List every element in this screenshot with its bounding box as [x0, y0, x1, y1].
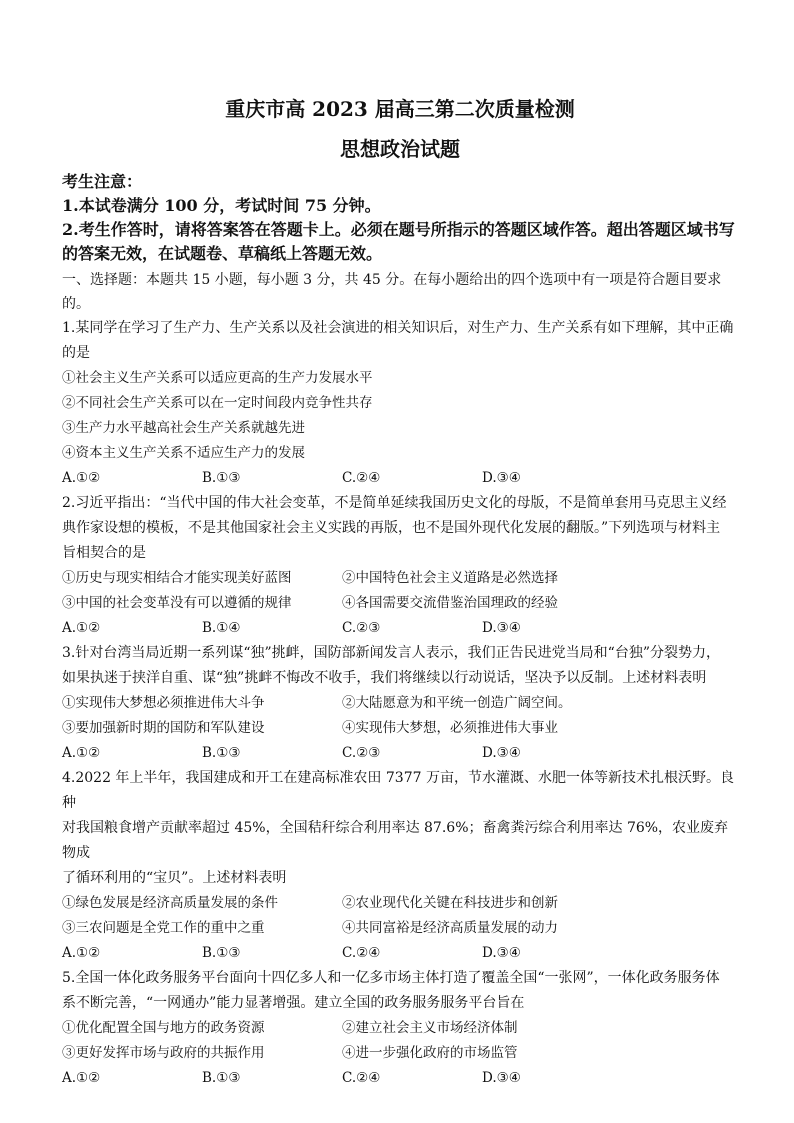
question-stem: 2.习近平指出：“当代中国的伟大社会变革，不是简单延续我国历史文化的母版，不是简单套用马克思主义经: [62, 495, 727, 511]
statement-grid: [62, 566, 738, 616]
statement: ②建立社会主义市场经济体制: [342, 1020, 518, 1036]
statement: ④共同富裕是经济高质量发展的动力: [342, 920, 558, 936]
option-b: B.①③: [202, 945, 241, 961]
option-d: D.③④: [482, 745, 521, 761]
notice-heading: 考生注意：: [62, 172, 143, 191]
option-b: B.①③: [202, 470, 241, 486]
option-b: B.①④: [202, 620, 241, 636]
statement: ③三农问题是全党工作的重中之重: [62, 920, 265, 936]
option-b: B.①③: [202, 1070, 241, 1086]
question-stem: 典作家设想的模板，不是其他国家社会主义实践的再版，也不是国外现代化发展的翻版。”下列选项与材料主: [62, 520, 721, 536]
statement: ④实现伟大梦想，必须推进伟大事业: [342, 720, 558, 736]
statement: ①实现伟大梦想必须推进伟大斗争: [62, 695, 265, 711]
statement: ①优化配置全国与地方的政务资源: [62, 1020, 265, 1036]
question-stem: 旨相契合的是: [62, 545, 146, 561]
option-c: C.②④: [342, 945, 381, 961]
notice-item: 2.考生作答时，请将答案答在答题卡上。必须在题号所指示的答题区域作答。超出答题区域书写: [62, 220, 735, 239]
statement: ②不同社会生产关系可以在一定时间段内竞争性共存: [62, 395, 373, 411]
option-d: D.③④: [482, 945, 521, 961]
option-d: D.③④: [482, 1070, 521, 1086]
statement: ②中国特色社会主义道路是必然选择: [342, 570, 558, 586]
question-stem: 4.2022 年上半年，我国建成和开工在建高标准农田 7377 万亩，节水灌溉、水肥一体等新技术扎根沃野。良种: [62, 770, 734, 811]
option-a: A.①②: [62, 745, 101, 761]
exam-title: 重庆市高 2023 届高三第二次质量检测: [225, 97, 575, 121]
statement: ①社会主义生产关系可以适应更高的生产力发展水平: [62, 370, 373, 386]
statement: ③要加强新时期的国防和军队建设: [62, 720, 265, 736]
exam-page: [62, 96, 738, 1091]
question-stem: 如果执迷于挟洋自重、谋“独”挑衅不悔改不收手，我们将继续以行动说话，坚决予以反制。上述材料表明: [62, 670, 707, 686]
statement: ③更好发挥市场与政府的共振作用: [62, 1045, 265, 1061]
statement-grid: [62, 891, 738, 941]
question-4: [62, 766, 738, 966]
statement: ④各国需要交流借鉴治国理政的经验: [342, 595, 558, 611]
option-c: C.②④: [342, 470, 381, 486]
option-d: D.③④: [482, 620, 521, 636]
question-stem: 的是: [62, 345, 90, 361]
option-c: C.②④: [342, 1070, 381, 1086]
exam-subtitle: 思想政治试题: [340, 137, 460, 161]
statement: ①历史与现实相结合才能实现美好蓝图: [62, 570, 292, 586]
question-stem: 5.全国一体化政务服务平台面向十四亿多人和一亿多市场主体打造了覆盖全国“一张网”，一体化政务服务体: [62, 970, 720, 986]
option-a: A.①②: [62, 1070, 101, 1086]
answer-options: [62, 941, 738, 966]
statement: ②农业现代化关键在科技进步和创新: [342, 895, 558, 911]
question-stem: 系不断完善，“一网通办”能力显著增强。建立全国的政务服务服务平台旨在: [62, 995, 525, 1011]
question-stem: 对我国粮食增产贡献率超过 45%，全国秸秆综合利用率达 87.6%；畜禽粪污综合利用率达 76%，农业废弃物成: [62, 820, 729, 861]
statement-grid: [62, 1016, 738, 1066]
statement: ③生产力水平越高社会生产关系就越先进: [62, 420, 305, 436]
question-3: [62, 641, 738, 766]
notice-item: 1.本试卷满分 100 分，考试时间 75 分钟。: [62, 196, 381, 215]
option-a: A.①②: [62, 470, 101, 486]
option-c: C.②③: [342, 620, 381, 636]
statement-grid: [62, 691, 738, 741]
statement: ④进一步强化政府的市场监管: [342, 1045, 518, 1061]
answer-options: [62, 741, 738, 766]
section-heading: 一、选择题：本题共 15 小题，每小题 3 分，共 45 分。在每小题给出的四个选项中有一项是符合题目要求的。: [62, 272, 722, 312]
question-stem: 了循环利用的“宝贝”。上述材料表明: [62, 870, 287, 886]
option-c: C.②③: [342, 745, 381, 761]
question-stem: 3.针对台湾当局近期一系列谋“独”挑衅，国防部新闻发言人表示，我们正告民进党当局和“台独”分裂势力，: [62, 645, 720, 661]
option-d: D.③④: [482, 470, 521, 486]
question-2: [62, 491, 738, 641]
question-stem: 1.某同学在学习了生产力、生产关系以及社会演进的相关知识后，对生产力、生产关系有如下理解，其中正确: [62, 320, 734, 336]
option-a: A.①②: [62, 945, 101, 961]
option-b: B.①③: [202, 745, 241, 761]
answer-options: [62, 616, 738, 641]
statement: ④资本主义生产关系不适应生产力的发展: [62, 445, 305, 461]
statement: ③中国的社会变革没有可以遵循的规律: [62, 595, 292, 611]
answer-options: [62, 466, 738, 491]
question-1: [62, 316, 738, 491]
option-a: A.①②: [62, 620, 101, 636]
notice-item: 的答案无效，在试题卷、草稿纸上答题无效。: [62, 244, 383, 263]
question-5: [62, 966, 738, 1091]
answer-options: [62, 1066, 738, 1091]
statement: ①绿色发展是经济高质量发展的条件: [62, 895, 278, 911]
statement: ②大陆愿意为和平统一创造广阔空间。: [342, 695, 572, 711]
